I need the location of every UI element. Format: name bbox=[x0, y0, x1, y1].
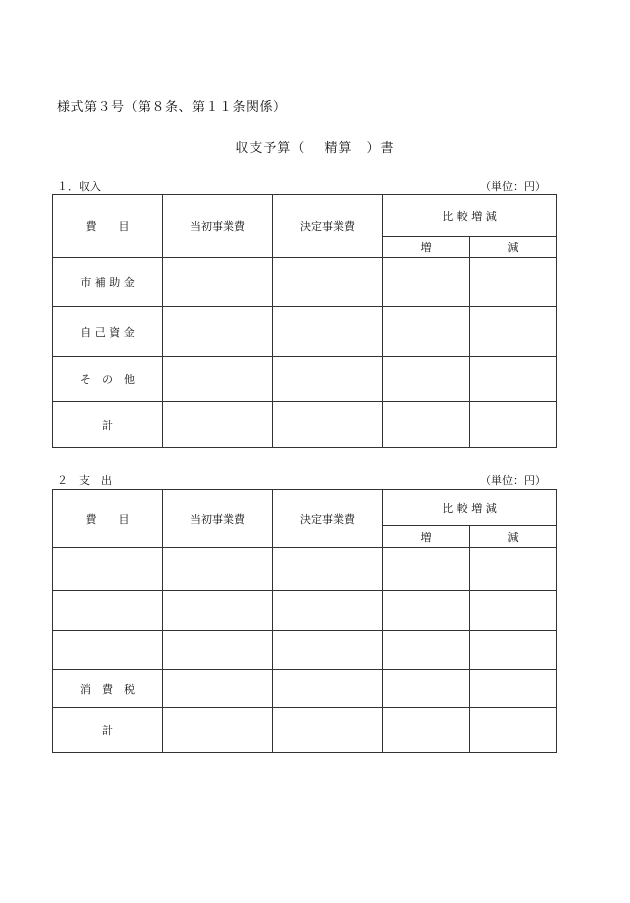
cell[interactable] bbox=[470, 631, 557, 670]
cell[interactable] bbox=[163, 258, 273, 307]
table-row bbox=[53, 402, 557, 448]
header-decided-cost: 決定事業費 bbox=[273, 490, 383, 548]
row-label[interactable] bbox=[53, 591, 163, 631]
row-label-total: 計 bbox=[53, 402, 163, 448]
header-increase: 増 bbox=[383, 526, 470, 548]
form-number: 様式第３号（第８条、第１１条関係） bbox=[57, 100, 287, 115]
cell[interactable] bbox=[273, 402, 383, 448]
cell[interactable] bbox=[383, 357, 470, 402]
income-section-label: １．収入 bbox=[57, 180, 101, 193]
header-initial-cost: 当初事業費 bbox=[163, 490, 273, 548]
cell[interactable] bbox=[273, 357, 383, 402]
income-table bbox=[52, 194, 557, 448]
cell[interactable] bbox=[470, 548, 557, 591]
table-row bbox=[53, 631, 557, 670]
cell[interactable] bbox=[383, 591, 470, 631]
table-row bbox=[53, 670, 557, 708]
cell[interactable] bbox=[163, 357, 273, 402]
cell[interactable] bbox=[273, 307, 383, 357]
row-label-tax: 消 費 税 bbox=[53, 670, 163, 708]
cell[interactable] bbox=[470, 258, 557, 307]
cell[interactable] bbox=[383, 548, 470, 591]
table-row bbox=[53, 307, 557, 357]
row-label: 自 己 資 金 bbox=[53, 307, 163, 357]
header-decided-cost: 決定事業費 bbox=[273, 195, 383, 258]
cell[interactable] bbox=[470, 357, 557, 402]
cell[interactable] bbox=[383, 258, 470, 307]
document-title: 収支予算（ 精算 ）書 bbox=[235, 141, 395, 156]
cell[interactable] bbox=[273, 631, 383, 670]
cell[interactable] bbox=[383, 402, 470, 448]
header-initial-cost: 当初事業費 bbox=[163, 195, 273, 258]
cell[interactable] bbox=[163, 670, 273, 708]
header-decrease: 減 bbox=[470, 526, 557, 548]
cell[interactable] bbox=[163, 307, 273, 357]
table-row bbox=[53, 258, 557, 307]
table-row bbox=[53, 708, 557, 753]
cell[interactable] bbox=[273, 708, 383, 753]
cell[interactable] bbox=[470, 670, 557, 708]
header-comparison: 比 較 増 減 bbox=[383, 490, 557, 526]
cell[interactable] bbox=[470, 307, 557, 357]
expense-table bbox=[52, 489, 557, 753]
row-label[interactable] bbox=[53, 548, 163, 591]
row-label[interactable] bbox=[53, 631, 163, 670]
cell[interactable] bbox=[470, 708, 557, 753]
cell[interactable] bbox=[273, 670, 383, 708]
cell[interactable] bbox=[470, 591, 557, 631]
row-label-total: 計 bbox=[53, 708, 163, 753]
header-item: 費 目 bbox=[53, 490, 163, 548]
income-unit-label: （単位：円） bbox=[480, 180, 546, 193]
cell[interactable] bbox=[470, 402, 557, 448]
table-row bbox=[53, 591, 557, 631]
header-decrease: 減 bbox=[470, 237, 557, 258]
cell[interactable] bbox=[163, 548, 273, 591]
row-label: そ の 他 bbox=[53, 357, 163, 402]
cell[interactable] bbox=[273, 258, 383, 307]
header-increase: 増 bbox=[383, 237, 470, 258]
cell[interactable] bbox=[383, 708, 470, 753]
header-comparison: 比 較 増 減 bbox=[383, 195, 557, 237]
cell[interactable] bbox=[383, 670, 470, 708]
cell[interactable] bbox=[383, 631, 470, 670]
expense-section-label: ２ 支 出 bbox=[57, 474, 112, 487]
cell[interactable] bbox=[163, 631, 273, 670]
cell[interactable] bbox=[273, 548, 383, 591]
cell[interactable] bbox=[273, 591, 383, 631]
cell[interactable] bbox=[163, 708, 273, 753]
header-item: 費 目 bbox=[53, 195, 163, 258]
cell[interactable] bbox=[383, 307, 470, 357]
cell[interactable] bbox=[163, 402, 273, 448]
table-row bbox=[53, 357, 557, 402]
cell[interactable] bbox=[163, 591, 273, 631]
row-label: 市 補 助 金 bbox=[53, 258, 163, 307]
table-row bbox=[53, 548, 557, 591]
expense-unit-label: （単位：円） bbox=[480, 474, 546, 487]
